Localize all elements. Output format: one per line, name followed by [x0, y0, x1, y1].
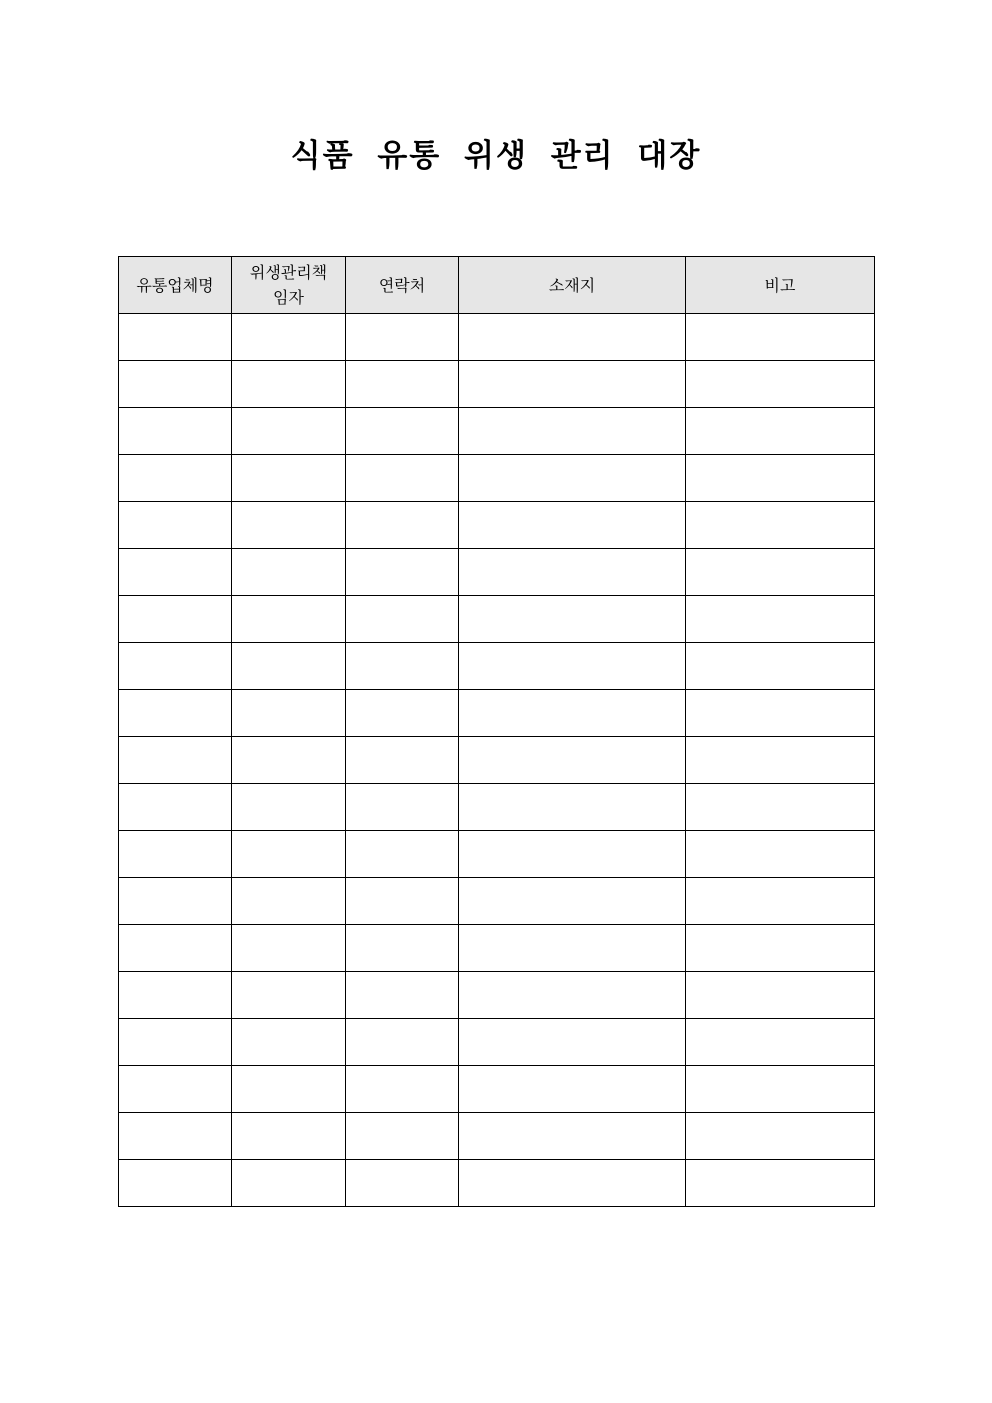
- table-cell[interactable]: [346, 643, 459, 690]
- table-cell[interactable]: [119, 361, 232, 408]
- table-cell[interactable]: [232, 502, 346, 549]
- table-cell[interactable]: [686, 784, 875, 831]
- table-cell[interactable]: [232, 455, 346, 502]
- header-label: 비고: [764, 275, 796, 295]
- table-row: [119, 455, 875, 502]
- table-cell[interactable]: [459, 455, 686, 502]
- table-cell[interactable]: [459, 643, 686, 690]
- header-label: 위생관리책임자: [249, 263, 328, 307]
- table-cell[interactable]: [119, 831, 232, 878]
- table-cell[interactable]: [119, 1019, 232, 1066]
- table-cell[interactable]: [459, 1160, 686, 1207]
- table-cell[interactable]: [346, 361, 459, 408]
- table-cell[interactable]: [459, 1019, 686, 1066]
- table-cell[interactable]: [232, 1019, 346, 1066]
- table-cell[interactable]: [119, 925, 232, 972]
- table-cell[interactable]: [346, 831, 459, 878]
- table-cell[interactable]: [119, 549, 232, 596]
- table-cell[interactable]: [346, 596, 459, 643]
- table-body: [119, 314, 875, 1207]
- table-cell[interactable]: [686, 1113, 875, 1160]
- table-cell[interactable]: [232, 784, 346, 831]
- table-row: [119, 831, 875, 878]
- table-cell[interactable]: [346, 925, 459, 972]
- table-cell[interactable]: [459, 784, 686, 831]
- table-cell[interactable]: [686, 314, 875, 361]
- table-cell[interactable]: [686, 596, 875, 643]
- table-row: [119, 1160, 875, 1207]
- table-cell[interactable]: [459, 314, 686, 361]
- table-row: [119, 1113, 875, 1160]
- table-row: [119, 1066, 875, 1113]
- table-cell[interactable]: [686, 831, 875, 878]
- table-cell[interactable]: [459, 549, 686, 596]
- table-cell[interactable]: [346, 1019, 459, 1066]
- table-cell[interactable]: [346, 690, 459, 737]
- table-cell[interactable]: [119, 878, 232, 925]
- table-cell[interactable]: [459, 831, 686, 878]
- table-cell[interactable]: [346, 502, 459, 549]
- header-hygiene-manager: [232, 257, 346, 314]
- table-cell[interactable]: [232, 314, 346, 361]
- page-title: 식품 유통 위생 관리 대장: [290, 138, 702, 174]
- table-cell[interactable]: [686, 455, 875, 502]
- table-cell[interactable]: [346, 784, 459, 831]
- header-label: 유통업체명: [136, 275, 214, 295]
- table-row: [119, 878, 875, 925]
- table-cell[interactable]: [686, 1160, 875, 1207]
- table-cell[interactable]: [232, 690, 346, 737]
- table-row: [119, 502, 875, 549]
- table-cell[interactable]: [232, 549, 346, 596]
- table-cell[interactable]: [459, 502, 686, 549]
- header-location: [459, 257, 686, 314]
- table-cell[interactable]: [119, 502, 232, 549]
- table-cell[interactable]: [346, 455, 459, 502]
- ledger-table: [118, 256, 875, 1207]
- table-cell[interactable]: [686, 502, 875, 549]
- table-cell[interactable]: [346, 878, 459, 925]
- table-cell[interactable]: [119, 408, 232, 455]
- table-cell[interactable]: [459, 737, 686, 784]
- table-header-row: [119, 257, 875, 314]
- table-cell[interactable]: [459, 1113, 686, 1160]
- table-row: [119, 408, 875, 455]
- table-row: [119, 972, 875, 1019]
- table-cell[interactable]: [459, 408, 686, 455]
- table-cell[interactable]: [119, 737, 232, 784]
- table-row: [119, 549, 875, 596]
- table-cell[interactable]: [686, 1019, 875, 1066]
- table-cell[interactable]: [346, 1160, 459, 1207]
- table-cell[interactable]: [686, 690, 875, 737]
- table-cell[interactable]: [686, 878, 875, 925]
- table-cell[interactable]: [686, 549, 875, 596]
- table-row: [119, 361, 875, 408]
- table-cell[interactable]: [346, 549, 459, 596]
- table-row: [119, 925, 875, 972]
- table-cell[interactable]: [686, 925, 875, 972]
- table-cell[interactable]: [232, 972, 346, 1019]
- table-row: [119, 737, 875, 784]
- header-remarks: [686, 257, 875, 314]
- table-cell[interactable]: [119, 784, 232, 831]
- header-label: 연락처: [378, 275, 426, 295]
- header-contact: [346, 257, 459, 314]
- table-cell[interactable]: [346, 972, 459, 1019]
- table-cell[interactable]: [119, 455, 232, 502]
- table-cell[interactable]: [232, 361, 346, 408]
- table-row: [119, 784, 875, 831]
- table-cell[interactable]: [232, 925, 346, 972]
- table-cell[interactable]: [232, 878, 346, 925]
- table-cell[interactable]: [119, 1113, 232, 1160]
- table-cell[interactable]: [119, 1066, 232, 1113]
- table-row: [119, 1019, 875, 1066]
- table-row: [119, 643, 875, 690]
- table-cell[interactable]: [459, 972, 686, 1019]
- table-cell[interactable]: [232, 1113, 346, 1160]
- table-cell[interactable]: [232, 408, 346, 455]
- table-cell[interactable]: [346, 408, 459, 455]
- table-cell[interactable]: [686, 737, 875, 784]
- table-cell[interactable]: [459, 361, 686, 408]
- table-cell[interactable]: [686, 972, 875, 1019]
- table-cell[interactable]: [232, 1160, 346, 1207]
- table-row: [119, 596, 875, 643]
- table-cell[interactable]: [119, 643, 232, 690]
- table-row: [119, 314, 875, 361]
- table-row: [119, 690, 875, 737]
- table-cell[interactable]: [232, 1066, 346, 1113]
- table-cell[interactable]: [459, 878, 686, 925]
- table-cell[interactable]: [232, 596, 346, 643]
- table-cell[interactable]: [459, 596, 686, 643]
- table-cell[interactable]: [346, 1113, 459, 1160]
- table-cell[interactable]: [346, 1066, 459, 1113]
- header-company-name: [119, 257, 232, 314]
- table-cell[interactable]: [119, 596, 232, 643]
- table-cell[interactable]: [686, 643, 875, 690]
- table-cell[interactable]: [686, 408, 875, 455]
- header-label: 소재지: [548, 275, 596, 295]
- table-cell[interactable]: [459, 925, 686, 972]
- table-cell[interactable]: [686, 1066, 875, 1113]
- table-cell[interactable]: [232, 737, 346, 784]
- table-cell[interactable]: [346, 314, 459, 361]
- table-cell[interactable]: [119, 690, 232, 737]
- table-cell[interactable]: [232, 643, 346, 690]
- table-cell[interactable]: [232, 831, 346, 878]
- table-cell[interactable]: [119, 972, 232, 1019]
- table-cell[interactable]: [346, 737, 459, 784]
- table-cell[interactable]: [459, 1066, 686, 1113]
- table-cell[interactable]: [119, 1160, 232, 1207]
- table-cell[interactable]: [459, 690, 686, 737]
- table-cell[interactable]: [686, 361, 875, 408]
- table-cell[interactable]: [119, 314, 232, 361]
